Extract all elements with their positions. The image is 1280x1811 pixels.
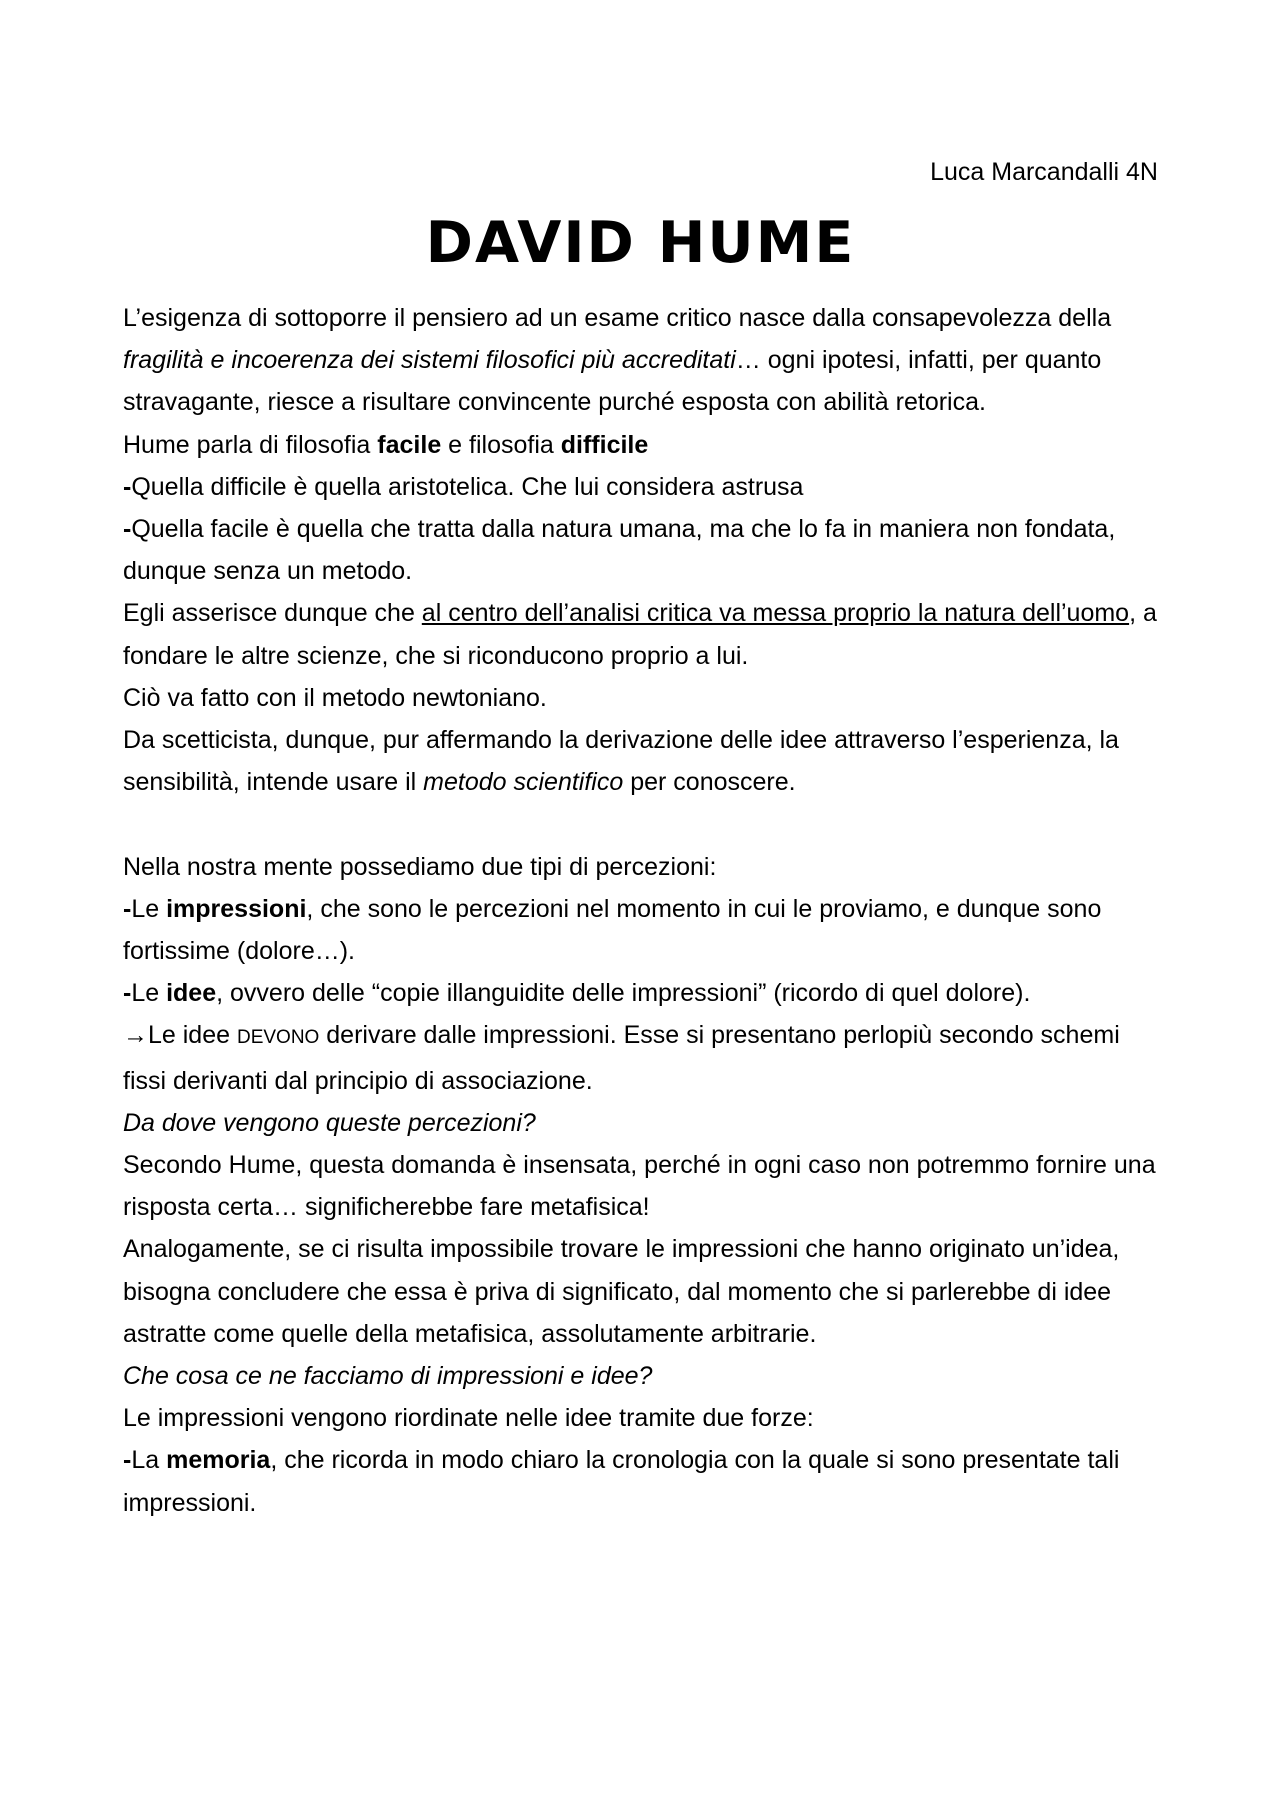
dash-bullet: - bbox=[123, 472, 132, 501]
text-run: … ogni ipotesi, infatti, per quanto stravagante, riesce a risultare convincente purché esposta con abilità retorica. bbox=[123, 346, 1102, 417]
text-run: , a fondare le altre scienze, che si riconducono proprio a lui. bbox=[123, 599, 1157, 670]
paragraph-question-use bbox=[123, 1355, 1158, 1397]
bold-run: impressioni bbox=[166, 894, 307, 923]
paragraph-ideas bbox=[123, 972, 1158, 1014]
paragraph-philosophy-types bbox=[123, 424, 1158, 466]
text-run: L’esigenza di sottoporre il pensiero ad un esame critico nasce dalla consapevolezza della bbox=[123, 304, 1112, 332]
document-body bbox=[123, 297, 1158, 1524]
underlined-run: al centro dell’analisi critica va messa proprio la natura dell’uomo bbox=[421, 599, 1130, 628]
bold-run: difficile bbox=[560, 430, 649, 459]
italic-run: fragilità e incoerenza dei sistemi filosofici più accreditati bbox=[123, 346, 736, 375]
bold-run: memoria bbox=[166, 1446, 271, 1475]
blank-line bbox=[123, 803, 1158, 845]
text-run: per conoscere. bbox=[623, 768, 796, 797]
paragraph-difficult bbox=[123, 466, 1158, 508]
paragraph-newtonian: Ciò va fatto con il metodo newtoniano. bbox=[123, 683, 547, 712]
text-run: Quella facile è quella che tratta dalla natura umana, ma che lo fa in maniera non fondata, dunque senza un metodo. bbox=[123, 515, 1116, 586]
paragraph-easy bbox=[123, 508, 1158, 592]
bold-run: facile bbox=[377, 430, 442, 459]
paragraph-question-origin bbox=[123, 1102, 1158, 1144]
paragraph-intro bbox=[123, 297, 1158, 424]
dash-bullet: - bbox=[123, 979, 132, 1008]
dash-bullet: - bbox=[123, 1446, 132, 1475]
text-run: Da scetticista, dunque, pur affermando la derivazione delle idee attraverso l’esperienza, la sensibilità, intende usare il bbox=[123, 726, 1119, 797]
text-run: , che ricorda in modo chiaro la cronologia con la quale si sono presentate tali impressioni. bbox=[123, 1446, 1120, 1517]
text-run: Le bbox=[131, 979, 167, 1008]
text-run: Hume parla di filosofia bbox=[123, 430, 378, 459]
text-run: , che sono le percezioni nel momento in cui le proviamo, e dunque sono fortissime (dolore…). bbox=[123, 894, 1102, 966]
italic-run: metodo scientifico bbox=[423, 768, 624, 797]
text-run: Le bbox=[131, 894, 167, 923]
text-run: e filosofia bbox=[441, 430, 561, 459]
small-caps-run: DEVONO bbox=[236, 1027, 320, 1049]
text-run: Quella difficile è quella aristotelica. Che lui considera astrusa bbox=[131, 472, 804, 501]
author-line: Luca Marcandalli 4N bbox=[930, 158, 1158, 186]
arrow-right-icon: → bbox=[123, 1021, 148, 1050]
dash-bullet: - bbox=[123, 894, 132, 923]
bold-run: idee bbox=[166, 979, 217, 1008]
paragraph-forces: Le impressioni vengono riordinate nelle idee tramite due forze: bbox=[123, 1404, 814, 1433]
paragraph-memory bbox=[123, 1439, 1158, 1523]
italic-run: Che cosa ce ne facciamo di impressioni e idee? bbox=[123, 1362, 653, 1391]
paragraph-derivation bbox=[123, 1014, 1158, 1101]
paragraph-metaphysics: Secondo Hume, questa domanda è insensata, perché in ogni caso non potremmo fornire una risposta certa… significherebbe fare metafisica! bbox=[123, 1151, 1156, 1222]
document-title: DAVID HUME bbox=[425, 210, 856, 276]
paragraph-sceptic bbox=[123, 719, 1158, 803]
text-run: Egli asserisce dunque che bbox=[123, 599, 422, 628]
dash-bullet: - bbox=[123, 515, 132, 544]
text-run: La bbox=[131, 1446, 167, 1475]
italic-run: Da dove vengono queste percezioni? bbox=[123, 1108, 536, 1137]
text-run: Le idee bbox=[148, 1021, 237, 1050]
paragraph-meaningless: Analogamente, se ci risulta impossibile trovare le impressioni che hanno originato un’idea, bisogna concludere che essa è priva di significato, dal momento che si parlerebbe di idee astratte come quelle della metafisica, assolutamente arbitrarie. bbox=[123, 1235, 1120, 1348]
paragraph-human-nature bbox=[123, 592, 1158, 676]
text-run: , ovvero delle “copie illanguidite delle impressioni” (ricordo di quel dolore). bbox=[216, 979, 1031, 1008]
text-run: derivare dalle impressioni. Esse si presentano perlopiù secondo schemi fissi derivanti dal principio di associazione. bbox=[123, 1021, 1120, 1095]
paragraph-perceptions: Nella nostra mente possediamo due tipi di percezioni: bbox=[123, 852, 717, 881]
paragraph-impressions bbox=[123, 888, 1158, 972]
